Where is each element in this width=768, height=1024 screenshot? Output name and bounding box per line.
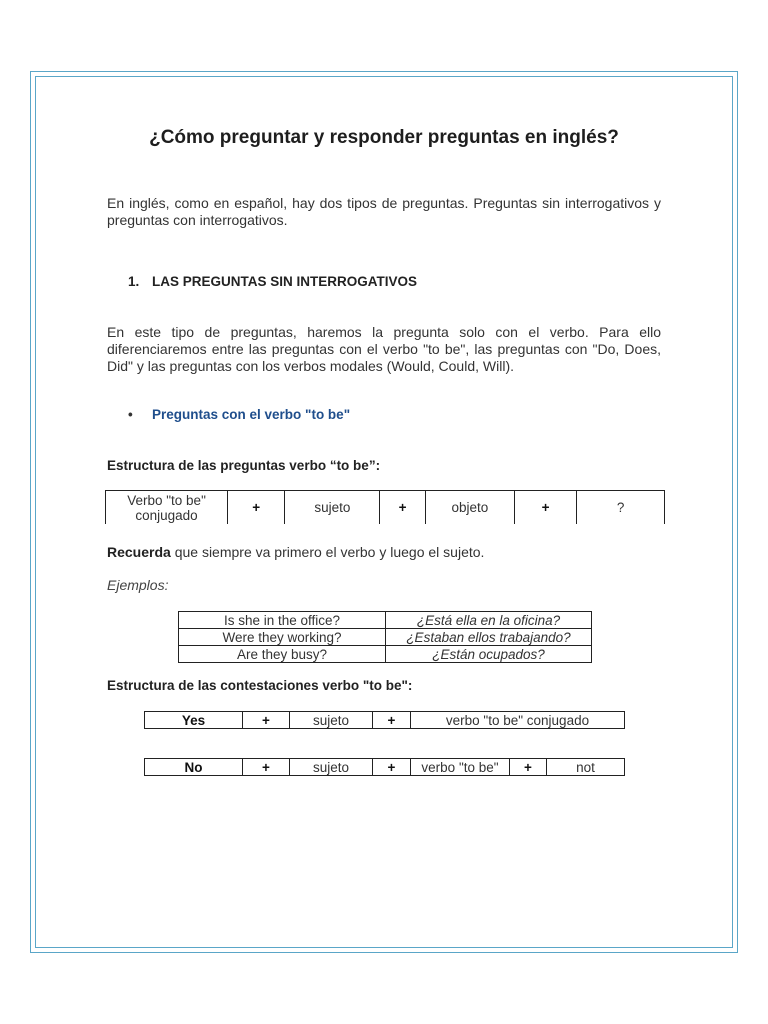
- table-cell: +: [228, 491, 285, 525]
- table-row: [179, 629, 592, 646]
- table-cell: +: [243, 759, 290, 776]
- table-cell: Were they working?: [179, 629, 386, 646]
- bullet-item: [128, 407, 350, 422]
- table-cell: sujeto: [285, 491, 380, 525]
- answers-heading: Estructura de las contestaciones verbo "to be":: [107, 678, 413, 693]
- bullet-text: Preguntas con el verbo "to be": [152, 407, 351, 422]
- table-cell: +: [373, 759, 411, 776]
- table-cell: +: [510, 759, 547, 776]
- bullet-icon: •: [128, 407, 133, 422]
- table-cell: not: [547, 759, 625, 776]
- document-title: ¿Cómo preguntar y responder preguntas en inglés?: [149, 127, 619, 148]
- no-answer-table: [144, 758, 625, 776]
- table-cell: Verbo "to be" conjugado: [106, 491, 228, 525]
- table-cell: ¿Está ella en la oficina?: [386, 612, 592, 629]
- section-paragraph: En este tipo de preguntas, haremos la pregunta solo con el verbo. Para ello diferenciaremos entre las preguntas con el verbo "to be", las preguntas con "Do, Does, Did" y las preguntas con los verbos modales (Would, Could, Will).: [107, 324, 661, 374]
- table-cell: Yes: [145, 712, 243, 729]
- reminder-text: [107, 544, 484, 560]
- examples-label: Ejemplos:: [107, 577, 169, 593]
- reminder-body: que siempre va primero el verbo y luego el sujeto.: [170, 544, 485, 560]
- table-cell: objeto: [425, 491, 514, 525]
- table-cell: sujeto: [290, 712, 373, 729]
- table-row: [106, 491, 665, 525]
- table-cell: +: [515, 491, 577, 525]
- table-row: [145, 712, 625, 729]
- section-number: 1.: [128, 274, 140, 289]
- table-cell: Is she in the office?: [179, 612, 386, 629]
- section-heading-text: LAS PREGUNTAS SIN INTERROGATIVOS: [152, 274, 418, 289]
- table-cell: verbo "to be" conjugado: [411, 712, 625, 729]
- table-row: [179, 612, 592, 629]
- table-cell: +: [380, 491, 425, 525]
- table-cell: +: [373, 712, 411, 729]
- table-cell: sujeto: [290, 759, 373, 776]
- structure-table: [105, 490, 665, 524]
- table-cell: ¿Están ocupados?: [386, 646, 592, 663]
- table-row: [145, 759, 625, 776]
- table-row: [179, 646, 592, 663]
- structure-heading: Estructura de las preguntas verbo “to be”:: [107, 458, 381, 473]
- table-cell: Are they busy?: [179, 646, 386, 663]
- table-cell: ?: [577, 491, 665, 525]
- examples-table: [178, 611, 592, 663]
- yes-answer-table: [144, 711, 625, 729]
- intro-paragraph: En inglés, como en español, hay dos tipos de preguntas. Preguntas sin interrogativos y preguntas con interrogativos.: [107, 195, 661, 228]
- section-heading: [128, 274, 417, 289]
- table-cell: No: [145, 759, 243, 776]
- table-cell: verbo "to be": [411, 759, 510, 776]
- reminder-label: Recuerda: [107, 544, 171, 560]
- table-cell: +: [243, 712, 290, 729]
- table-cell: ¿Estaban ellos trabajando?: [386, 629, 592, 646]
